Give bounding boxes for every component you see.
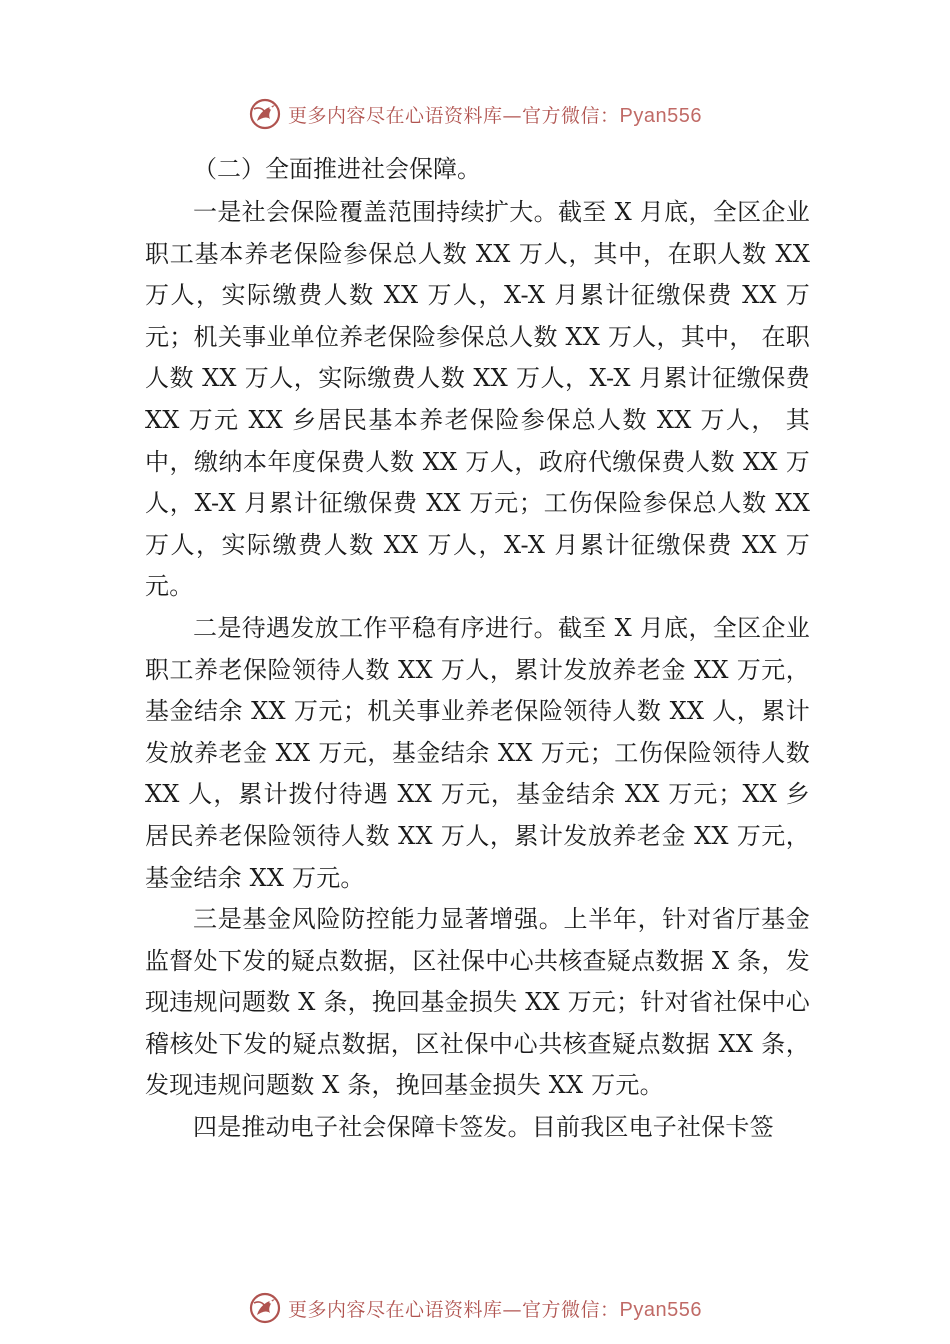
- section-heading: （二）全面推进社会保障。: [193, 155, 481, 183]
- watermark-wechat-id: Pyan556: [619, 1298, 702, 1321]
- phoenix-logo-icon: [248, 97, 282, 131]
- paragraph-benefit-payment: 二是待遇发放工作平稳有序进行。截至 X 月底，全区企业职工养老保险领待人数 XX 万人，累计发放养老金 XX 万元，基金结余 XX 万元；机关事业养老保险领待人数 XX 人，累计发放养老金 XX 万元，基金结余 XX 万元；工伤保险领待人数 XX 人，累计拨付待遇 XX 万元，基金结余 XX 万元；XX 乡居民养老保险领待人数 XX 万人，累计发放养老金 XX 万元，基金结余 XX 万元。: [145, 613, 810, 892]
- watermark-wechat-id: Pyan556: [619, 104, 702, 127]
- watermark-footer: [0, 1288, 950, 1328]
- paragraph-social-insurance-coverage: 一是社会保险覆盖范围持续扩大。截至 X 月底，全区企业职工基本养老保险参保总人数 XX 万人，其中，在职人数 XX 万人，实际缴费人数 XX 万人，X-X 月累计征缴保费 XX 万元；机关事业单位养老保险参保总人数 XX 万人，其中， 在职人数 XX 万人，实际缴费人数 XX 万人，X-X 月累计征缴保费 XX 万元 XX 乡居民基本养老保险参保总人数 XX 万人， 其中，缴纳本年度保费人数 XX 万人，政府代缴保费人数 XX 万人，X-X 月累计征缴保费 XX 万元；工伤保险参保总人数 XX 万人，实际缴费人数 XX 万人，X-X 月累计征缴保费 XX 万元。: [145, 198, 810, 601]
- document-body: [145, 150, 810, 1149]
- watermark-text: 更多内容尽在心语资料库—官方微信：Pyan556: [288, 1298, 702, 1321]
- watermark-header: [0, 94, 950, 134]
- watermark-text: 更多内容尽在心语资料库—官方微信：Pyan556: [288, 104, 702, 127]
- paragraph-electronic-card: 四是推动电子社会保障卡签发。目前我区电子社保卡签: [193, 1113, 774, 1142]
- phoenix-logo-icon: [248, 1291, 282, 1325]
- paragraph-fund-risk-control: 三是基金风险防控能力显著增强。上半年，针对省厅基金监督处下发的疑点数据，区社保中心共核查疑点数据 X 条，发现违规问题数 X 条，挽回基金损失 XX 万元；针对省社保中心稽核处下发的疑点数据，区社保中心共核查疑点数据 XX 条，发现违规问题数 X 条，挽回基金损失 XX 万元。: [145, 905, 810, 1100]
